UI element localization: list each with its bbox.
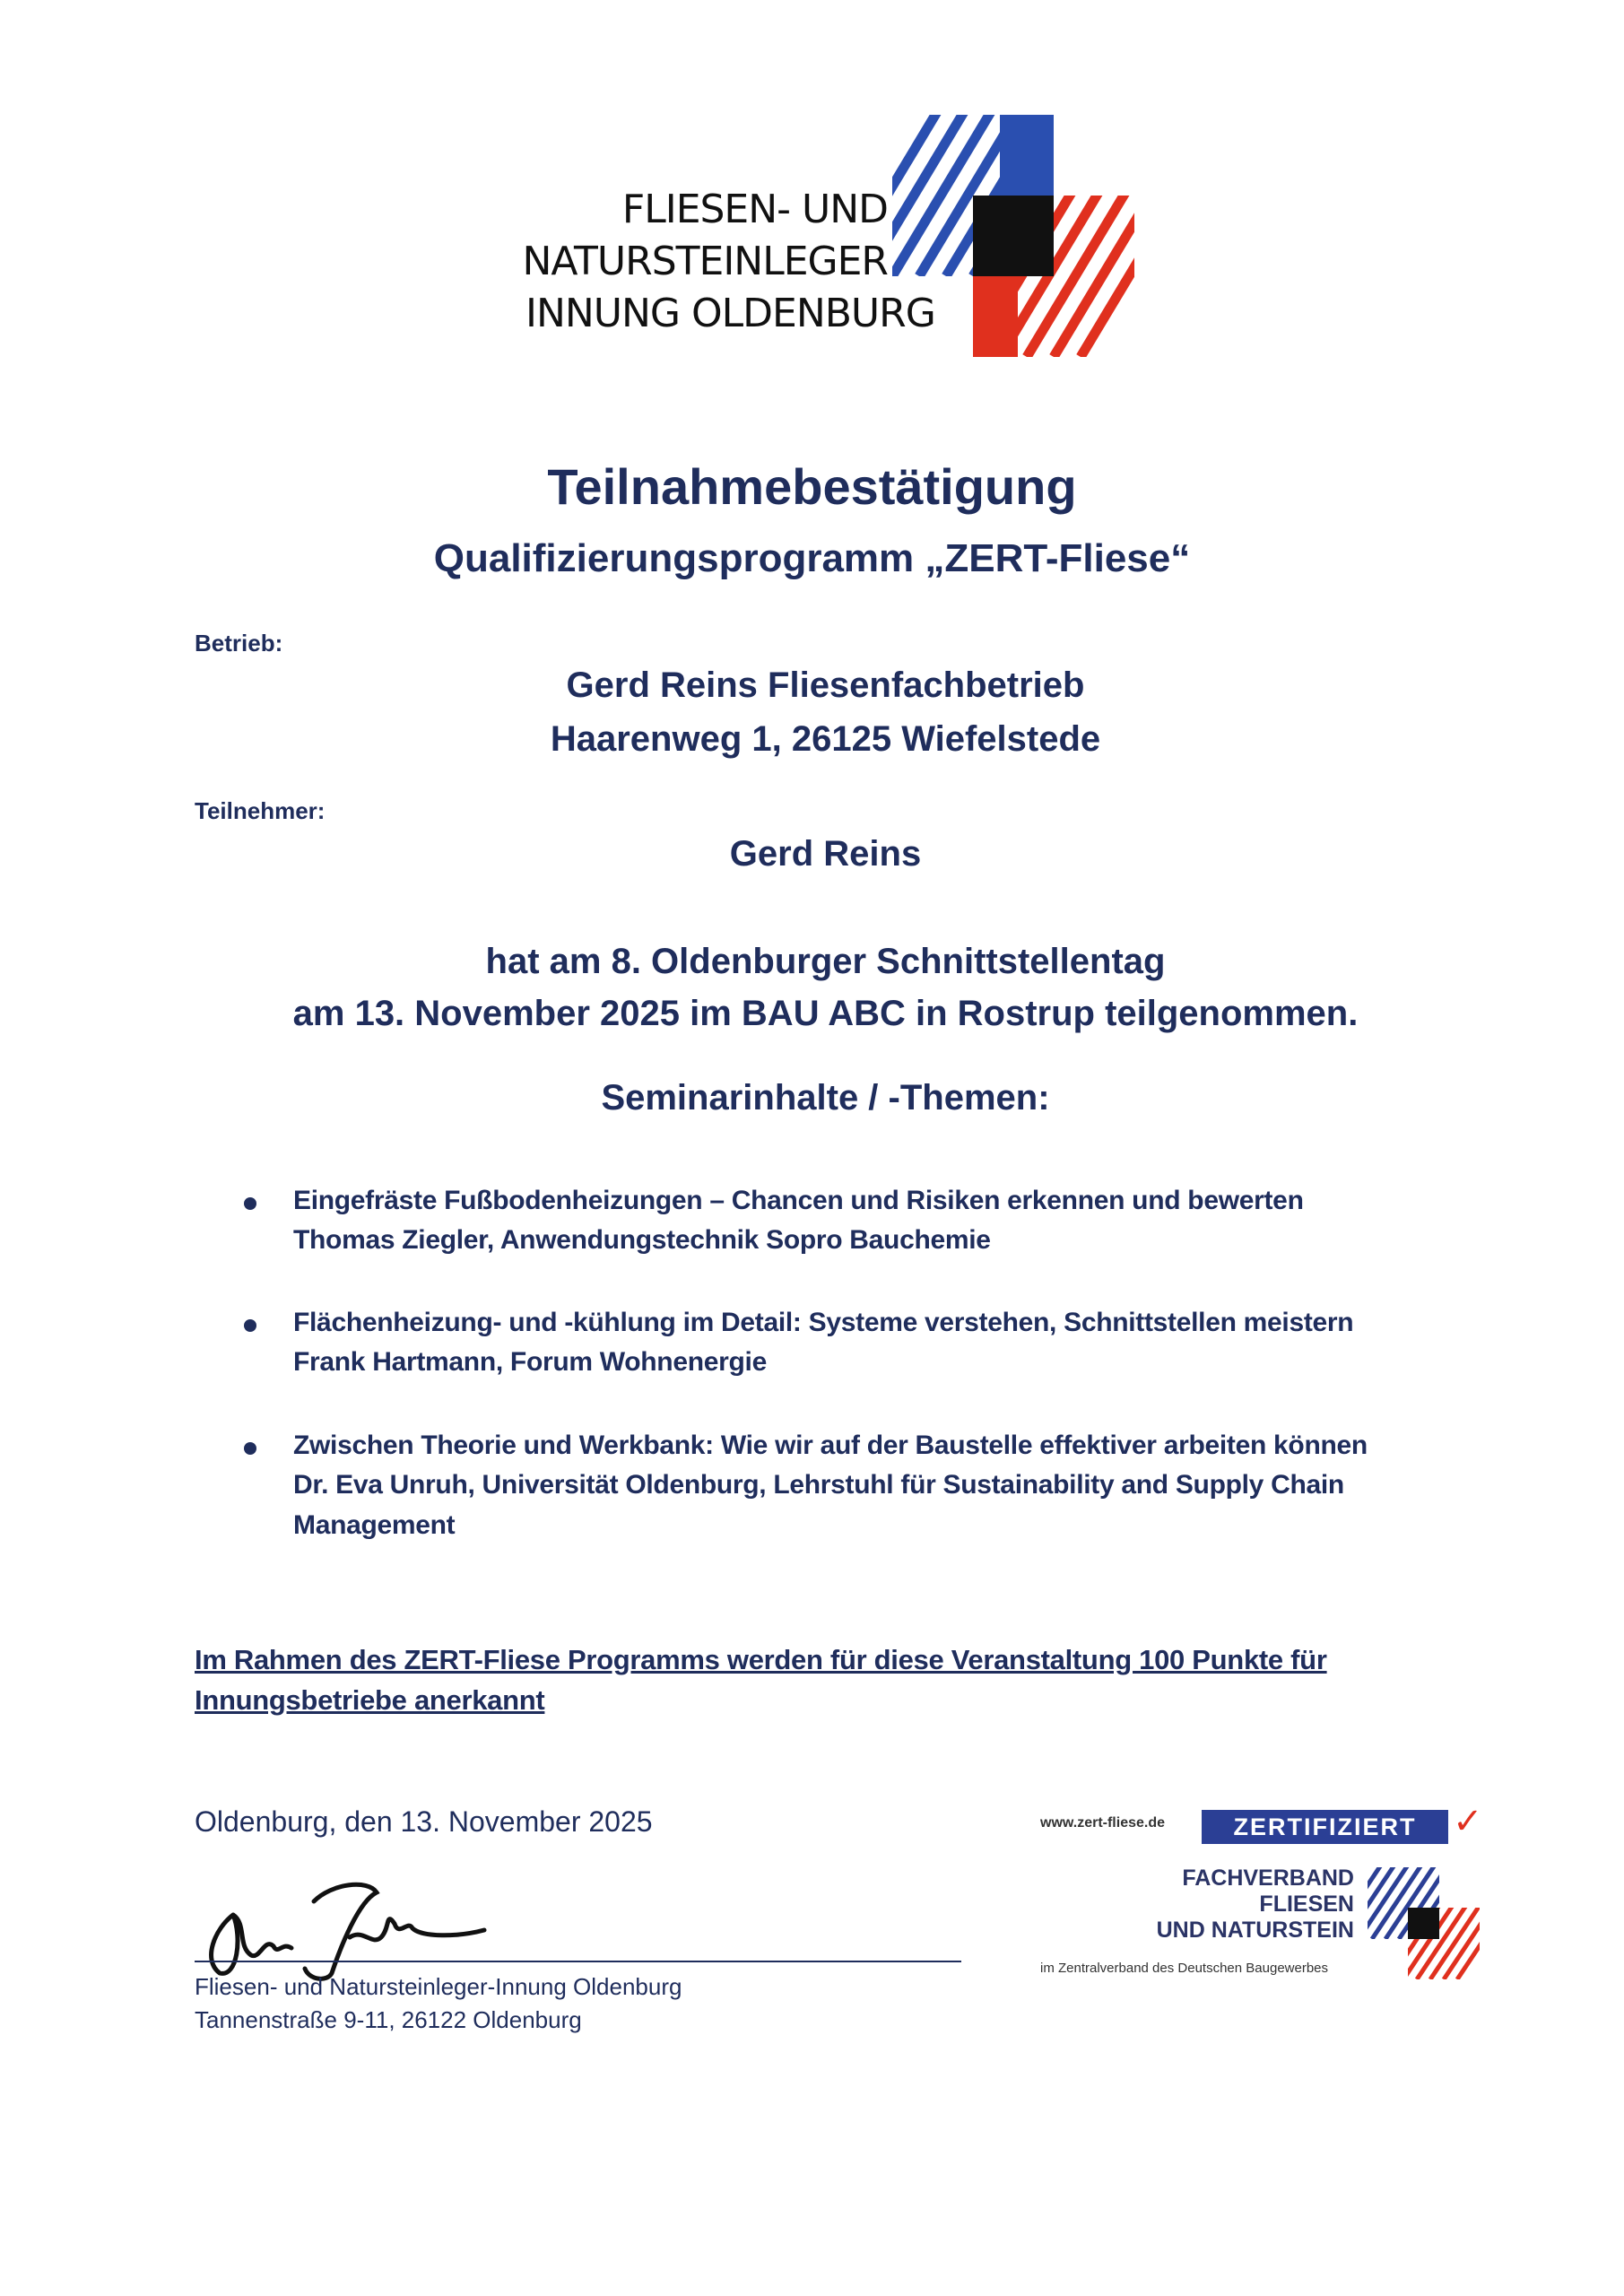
teilnehmer-label: Teilnehmer: [195, 797, 326, 824]
fachverband-text [1130, 1866, 1354, 1944]
logo-black-square [973, 196, 1054, 276]
seminar-heading: Seminarinhalte / -Themen: [601, 1078, 1050, 1118]
points-note-line-2: Innungsbetriebe anerkannt [195, 1684, 545, 1716]
logo-text [475, 184, 935, 340]
event-line-1: hat am 8. Oldenburger Schnittstellentag [485, 942, 1166, 981]
topic-title: Zwischen Theorie und Werkbank: Wie wir auf der Baustelle effektiver arbeiten können [293, 1431, 1368, 1460]
topic-title: Flächenheizung- und -kühlung im Detail: Systeme verstehen, Schnittstellen meistern [293, 1308, 1354, 1337]
fachverband-line: FLIESEN [1259, 1892, 1354, 1917]
zdb-text: im Zentralverband des Deutschen Baugewerbes [1040, 1961, 1329, 1976]
logo-line: INNUNG OLDENBURG [525, 291, 935, 336]
topic-speaker: Thomas Ziegler, Anwendungstechnik Sopro Bauchemie [293, 1225, 991, 1255]
topic-title: Eingefräste Fußbodenheizungen – Chancen und Risiken erkennen und bewerten [293, 1186, 1304, 1215]
subtitle: Qualifizierungsprogramm „ZERT-Fliese“ [433, 536, 1191, 580]
check-icon: ✓ [1453, 1802, 1483, 1841]
points-note-line-1: Im Rahmen des ZERT-Fliese Programms werden für diese Veranstaltung 100 Punkte für [195, 1644, 1327, 1675]
topic-speaker: Dr. Eva Unruh, Universität Oldenburg, Lehrstuhl für Sustainability and Supply Chain [293, 1470, 1344, 1500]
topic-speaker: Frank Hartmann, Forum Wohnenergie [293, 1347, 767, 1377]
zert-logo-graphic [1368, 1867, 1480, 1979]
zert-url: www.zert-fliese.de [1040, 1815, 1165, 1831]
bullet-icon [244, 1442, 256, 1455]
page-title: Teilnahmebestätigung [547, 458, 1077, 515]
bullet-icon [244, 1197, 256, 1210]
date-line: Oldenburg, den 13. November 2025 [195, 1805, 653, 1838]
bullet-icon [244, 1319, 256, 1332]
zert-logo [1040, 1803, 1524, 1991]
event-line-2: am 13. November 2025 im BAU ABC in Rostrup teilgenommen. [292, 994, 1359, 1033]
fachverband-line: FACHVERBAND [1182, 1866, 1354, 1891]
fachverband-line: UND NATURSTEIN [1156, 1918, 1354, 1943]
company-address: Haarenweg 1, 26125 Wiefelstede [550, 719, 1101, 759]
betrieb-label: Betrieb: [195, 630, 283, 657]
company-name: Gerd Reins Fliesenfachbetrieb [566, 665, 1085, 705]
sender-address: Tannenstraße 9-11, 26122 Oldenburg [195, 2006, 582, 2033]
logo-line: FLIESEN- UND [621, 187, 888, 232]
participant-name: Gerd Reins [729, 834, 922, 874]
zertifiziert-badge: ZERTIFIZIERT [1202, 1810, 1448, 1844]
sender-name: Fliesen- und Natursteinleger-Innung Oldenburg [195, 1973, 682, 2000]
topic-speaker-cont: Management [293, 1510, 456, 1540]
logo-graphic [892, 115, 1152, 361]
innung-logo [475, 108, 1157, 368]
logo-line: NATURSTEINLEGER [522, 239, 888, 284]
signature [197, 1874, 493, 1982]
signature-line [195, 1961, 961, 1962]
